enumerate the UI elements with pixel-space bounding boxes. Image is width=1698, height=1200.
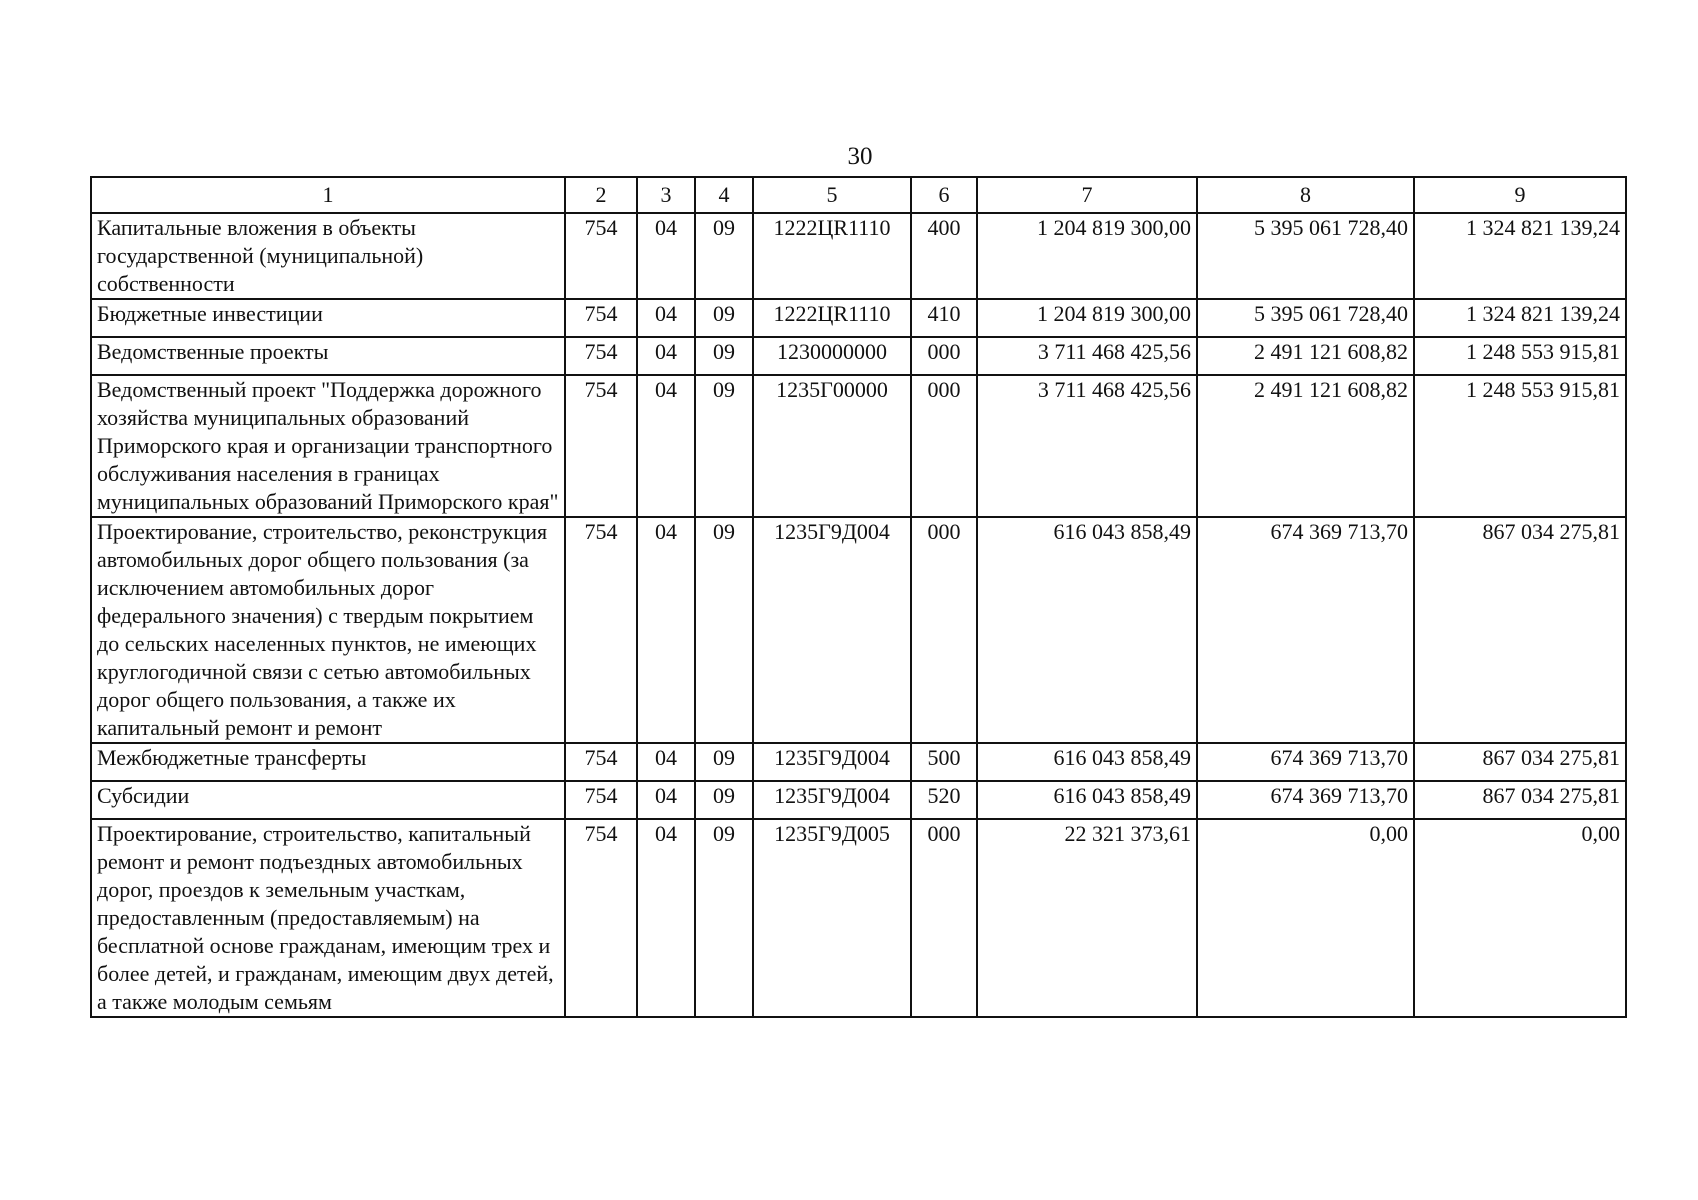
- row-col-3: 04: [637, 213, 695, 299]
- row-amount-7: 616 043 858,49: [977, 743, 1197, 781]
- header-cell-1: 1: [91, 177, 565, 213]
- header-cell-9: 9: [1414, 177, 1626, 213]
- row-col-3: 04: [637, 517, 695, 743]
- row-amount-7: 1 204 819 300,00: [977, 213, 1197, 299]
- row-col-4: 09: [695, 299, 753, 337]
- row-col-2: 754: [565, 743, 637, 781]
- row-col-5: 1235Г9Д004: [753, 781, 911, 819]
- row-amount-9: 1 248 553 915,81: [1414, 337, 1626, 375]
- table-row: [91, 213, 1626, 299]
- table-row: [91, 517, 1626, 743]
- header-row: [91, 177, 1626, 213]
- row-col-5: 1222ЦR1110: [753, 213, 911, 299]
- row-name: Ведомственные проекты: [91, 337, 565, 375]
- row-amount-8: 674 369 713,70: [1197, 743, 1414, 781]
- row-name: Проектирование, строительство, капитальный ремонт и ремонт подъездных автомобильных дорог, проездов к земельным участкам, предоставленным (предоставляемым) на бесплатной основе гражданам, имеющим трех и более детей, и гражданам, имеющим двух детей, а также молодым семьям: [91, 819, 565, 1017]
- row-col-2: 754: [565, 781, 637, 819]
- row-amount-8: 0,00: [1197, 819, 1414, 1017]
- row-col-5: 1235Г00000: [753, 375, 911, 517]
- row-col-4: 09: [695, 517, 753, 743]
- row-col-5: 1235Г9Д004: [753, 517, 911, 743]
- header-cell-8: 8: [1197, 177, 1414, 213]
- row-amount-7: 1 204 819 300,00: [977, 299, 1197, 337]
- row-col-5: 1222ЦR1110: [753, 299, 911, 337]
- row-col-6: 410: [911, 299, 977, 337]
- row-col-6: 500: [911, 743, 977, 781]
- row-col-5: 1230000000: [753, 337, 911, 375]
- row-col-6: 000: [911, 337, 977, 375]
- row-amount-8: 5 395 061 728,40: [1197, 213, 1414, 299]
- row-amount-9: 1 324 821 139,24: [1414, 299, 1626, 337]
- table-row: [91, 781, 1626, 819]
- row-amount-8: 2 491 121 608,82: [1197, 375, 1414, 517]
- row-col-3: 04: [637, 819, 695, 1017]
- row-name: Субсидии: [91, 781, 565, 819]
- row-amount-7: 3 711 468 425,56: [977, 337, 1197, 375]
- row-amount-8: 674 369 713,70: [1197, 781, 1414, 819]
- row-amount-9: 867 034 275,81: [1414, 781, 1626, 819]
- row-col-3: 04: [637, 337, 695, 375]
- row-amount-9: 867 034 275,81: [1414, 517, 1626, 743]
- header-cell-7: 7: [977, 177, 1197, 213]
- row-amount-7: 22 321 373,61: [977, 819, 1197, 1017]
- row-amount-7: 616 043 858,49: [977, 517, 1197, 743]
- row-col-6: 400: [911, 213, 977, 299]
- row-col-4: 09: [695, 337, 753, 375]
- row-col-5: 1235Г9Д005: [753, 819, 911, 1017]
- row-col-4: 09: [695, 819, 753, 1017]
- header-cell-5: 5: [753, 177, 911, 213]
- row-col-2: 754: [565, 375, 637, 517]
- row-col-2: 754: [565, 337, 637, 375]
- row-col-6: 000: [911, 517, 977, 743]
- budget-table: [90, 176, 1627, 1018]
- table-row: [91, 375, 1626, 517]
- header-cell-2: 2: [565, 177, 637, 213]
- row-name: Межбюджетные трансферты: [91, 743, 565, 781]
- row-col-3: 04: [637, 375, 695, 517]
- row-col-2: 754: [565, 517, 637, 743]
- row-col-2: 754: [565, 213, 637, 299]
- table-row: [91, 743, 1626, 781]
- row-col-4: 09: [695, 743, 753, 781]
- row-name: Ведомственный проект "Поддержка дорожного хозяйства муниципальных образований Приморского края и организации транспортного обслуживания населения в границах муниципальных образований Приморского края": [91, 375, 565, 517]
- row-amount-9: 867 034 275,81: [1414, 743, 1626, 781]
- row-col-6: 000: [911, 375, 977, 517]
- row-col-2: 754: [565, 819, 637, 1017]
- row-col-6: 520: [911, 781, 977, 819]
- header-cell-4: 4: [695, 177, 753, 213]
- row-amount-9: 1 248 553 915,81: [1414, 375, 1626, 517]
- row-col-5: 1235Г9Д004: [753, 743, 911, 781]
- table-row: [91, 819, 1626, 1017]
- row-col-3: 04: [637, 743, 695, 781]
- row-name: Бюджетные инвестиции: [91, 299, 565, 337]
- row-amount-7: 616 043 858,49: [977, 781, 1197, 819]
- page-number: 30: [847, 143, 873, 170]
- header-cell-6: 6: [911, 177, 977, 213]
- row-col-4: 09: [695, 213, 753, 299]
- row-name: Капитальные вложения в объекты государственной (муниципальной) собственности: [91, 213, 565, 299]
- row-amount-9: 1 324 821 139,24: [1414, 213, 1626, 299]
- row-col-4: 09: [695, 781, 753, 819]
- row-amount-7: 3 711 468 425,56: [977, 375, 1197, 517]
- row-col-6: 000: [911, 819, 977, 1017]
- row-name: Проектирование, строительство, реконструкция автомобильных дорог общего пользования (за исключением автомобильных дорог федерального значения) с твердым покрытием до сельских населенных пунктов, не имеющих круглогодичной связи с сетью автомобильных дорог общего пользования, а также их капитальный ремонт и ремонт: [91, 517, 565, 743]
- table-row: [91, 337, 1626, 375]
- row-col-3: 04: [637, 781, 695, 819]
- header-cell-3: 3: [637, 177, 695, 213]
- table-row: [91, 299, 1626, 337]
- row-amount-8: 5 395 061 728,40: [1197, 299, 1414, 337]
- row-col-3: 04: [637, 299, 695, 337]
- row-amount-8: 674 369 713,70: [1197, 517, 1414, 743]
- row-amount-9: 0,00: [1414, 819, 1626, 1017]
- row-col-2: 754: [565, 299, 637, 337]
- row-amount-8: 2 491 121 608,82: [1197, 337, 1414, 375]
- row-col-4: 09: [695, 375, 753, 517]
